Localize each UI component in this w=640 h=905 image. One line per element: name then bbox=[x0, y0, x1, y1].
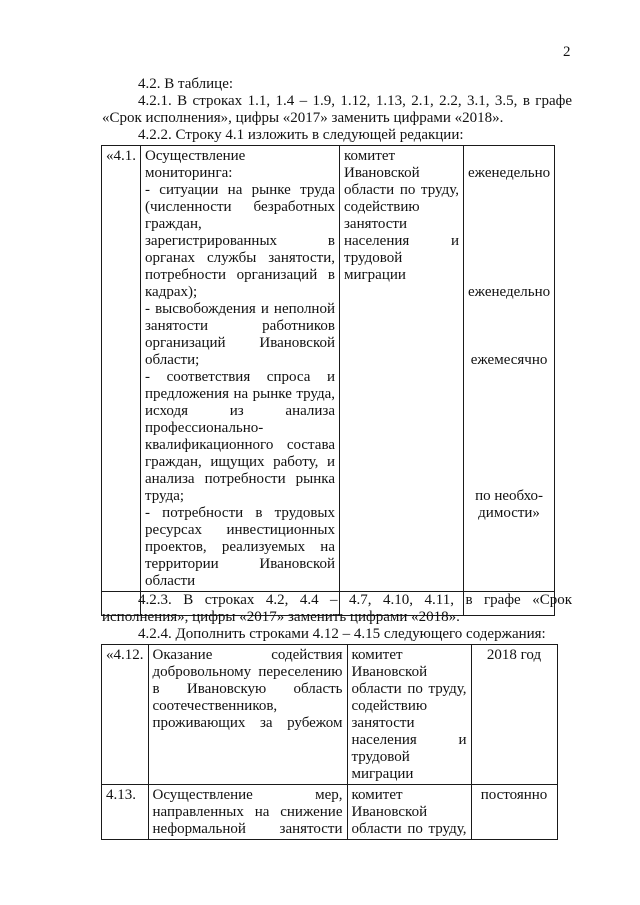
table-row bbox=[102, 146, 555, 592]
period-item-4: по необхо-димости» bbox=[475, 488, 544, 521]
period-item-2: еженедельно bbox=[468, 284, 551, 300]
section-4-2-2: 4.2.2. Строку 4.1 изложить в следующей редакции: bbox=[138, 127, 464, 143]
row-description: Оказание содействия добровольному переселению в Ивановскую область соотечественников, проживающих за рубежом bbox=[152, 647, 343, 731]
executor-text: комитет Ивановской области по труду, содействию занятости населения и трудовой миграции bbox=[351, 647, 467, 782]
period-item-3: ежемесячно bbox=[470, 352, 548, 368]
period-text: 2018 год bbox=[486, 647, 542, 663]
executor-text: комитет Ивановской области по труду, содействию занятости населения и трудовой миграции bbox=[344, 148, 459, 283]
monitoring-item-2: - высвобождения и неполной занятости работников организаций Ивановской области; bbox=[145, 301, 335, 368]
executor-cell bbox=[340, 146, 464, 592]
monitoring-title: Осуществление мониторинга: bbox=[145, 148, 246, 181]
monitoring-item-3: - соответствия спроса и предложения на рынке труда, исходя из анализа профессионально-квалификационного состава граждан, ищущих работу, и анализа потребности рынка труда; bbox=[145, 369, 335, 504]
section-4-2 bbox=[102, 76, 572, 93]
table-row-4-1 bbox=[101, 145, 555, 616]
row-number-cell bbox=[102, 146, 141, 592]
executor-cell bbox=[347, 645, 471, 785]
table-rows-4-12 bbox=[101, 644, 558, 840]
row-description: Осуществление мер, направленных на снижение неформальной занятости bbox=[152, 787, 343, 837]
row-number-cell bbox=[102, 785, 149, 840]
executor-text: комитет Ивановской области по труду, bbox=[351, 787, 467, 837]
description-cell bbox=[148, 645, 347, 785]
page-number: 2 bbox=[563, 44, 571, 60]
period-cell bbox=[471, 785, 557, 840]
section-4-2-1: 4.2.1. В строках 1.1, 1.4 – 1.9, 1.12, 1.13, 2.1, 2.2, 3.1, 3.5, в графе «Срок исполнения», цифры «2017» заменить цифрами «2018». bbox=[102, 93, 572, 126]
section-4-2-3: 4.2.3. В строках 4.2, 4.4 – 4.7, 4.10, 4.11, в графе «Срок исполнения», цифры «2017» заменить цифрами «2018». bbox=[102, 592, 572, 625]
section-4-2-heading: 4.2. В таблице: bbox=[138, 76, 234, 92]
row-number: «4.12. bbox=[106, 647, 144, 663]
table-row bbox=[102, 785, 558, 840]
monitoring-item-1: - ситуации на рынке труда (численности безработных граждан, зарегистрированных в органах службы занятости, потребности организаций в кадрах); bbox=[145, 182, 335, 300]
section-4-2-4: 4.2.4. Дополнить строками 4.12 – 4.15 следующего содержания: bbox=[138, 626, 546, 642]
row-number-cell bbox=[102, 645, 149, 785]
period-text: постоянно bbox=[480, 787, 548, 803]
monitoring-item-4: - потребности в трудовых ресурсах инвестиционных проектов, реализуемых на территории Ивановской области bbox=[145, 505, 335, 589]
description-cell bbox=[148, 785, 347, 840]
period-item-1: еженедельно bbox=[468, 165, 551, 181]
row-number: 4.13. bbox=[106, 787, 136, 803]
row-number: «4.1. bbox=[106, 148, 136, 164]
period-cell bbox=[471, 645, 557, 785]
table-row bbox=[102, 645, 558, 785]
period-cell bbox=[464, 146, 555, 592]
executor-cell bbox=[347, 785, 471, 840]
description-cell bbox=[141, 146, 340, 592]
